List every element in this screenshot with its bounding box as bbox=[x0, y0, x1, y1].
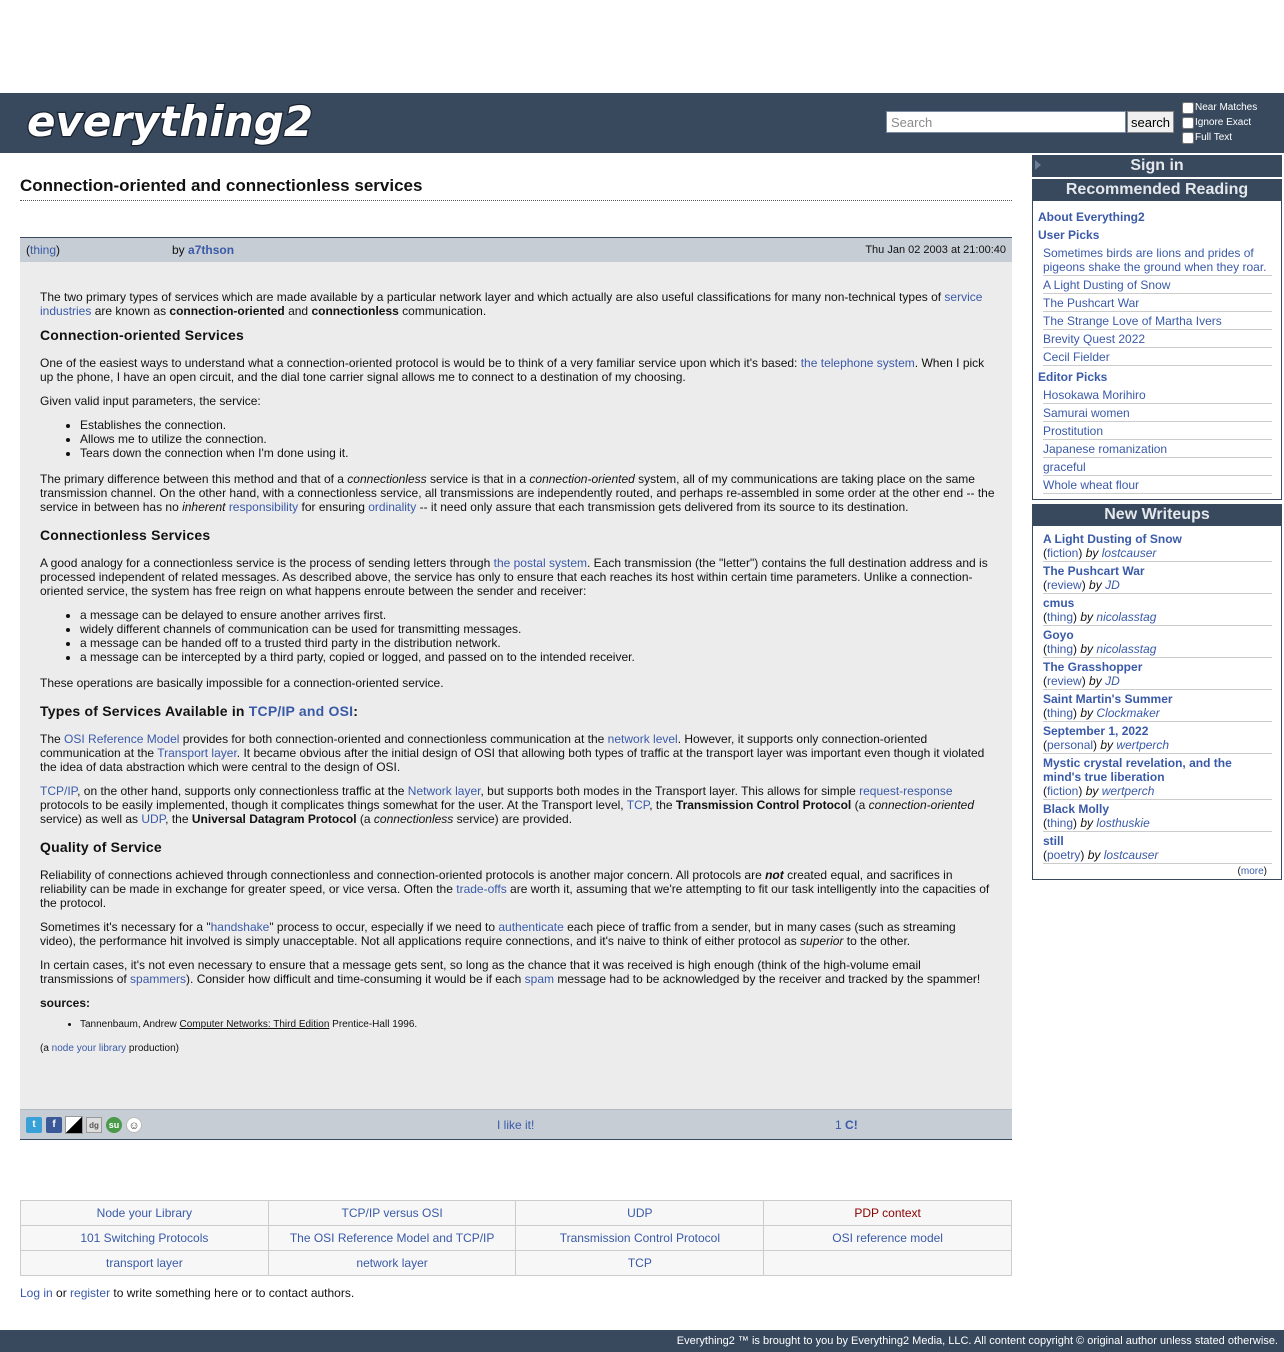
text: are known as bbox=[91, 304, 170, 318]
new-writeup-item bbox=[1043, 562, 1272, 594]
italic-text: inherent bbox=[182, 500, 226, 514]
italic-text: connectionless bbox=[347, 472, 427, 486]
new-writeup-item bbox=[1043, 800, 1272, 832]
login-prompt bbox=[20, 1286, 354, 1300]
text: Sometimes it's necessary for a " bbox=[40, 920, 211, 934]
bold-text: connection-oriented bbox=[169, 304, 285, 318]
user-pick-link[interactable]: Sometimes birds are lions and prides of pigeons shake the ground when they roar. bbox=[1043, 246, 1267, 274]
paragraph bbox=[40, 290, 995, 318]
softlinks-table bbox=[20, 1200, 1012, 1276]
editor-picks-list bbox=[1033, 386, 1281, 494]
link[interactable]: trade-offs bbox=[456, 882, 507, 896]
new-writeup-title-link[interactable]: Saint Martin's Summer bbox=[1043, 692, 1173, 706]
list-item bbox=[1043, 458, 1272, 476]
register-link[interactable]: register bbox=[70, 1286, 111, 1300]
text: (a bbox=[356, 812, 374, 826]
softlink-cell-empty bbox=[764, 1251, 1012, 1276]
editor-pick-link[interactable]: Prostitution bbox=[1043, 424, 1104, 438]
text: Types of Services Available in bbox=[40, 703, 249, 719]
new-writeup-author-link[interactable]: nicolasstag bbox=[1096, 610, 1157, 624]
link[interactable]: request-response bbox=[859, 784, 953, 798]
bullet-list bbox=[40, 418, 995, 460]
link[interactable]: the telephone system bbox=[800, 356, 915, 370]
link[interactable]: Network layer bbox=[407, 784, 481, 798]
text: (a bbox=[40, 1043, 52, 1054]
bold-text: connectionless bbox=[311, 304, 399, 318]
user-pick-link[interactable]: Brevity Quest 2022 bbox=[1043, 332, 1146, 346]
new-writeup-item bbox=[1043, 530, 1272, 562]
writeup-author bbox=[172, 243, 234, 257]
new-writeups-body bbox=[1032, 526, 1282, 880]
new-writeup-meta: (personal) by wertperch bbox=[1043, 738, 1170, 752]
text: or bbox=[52, 1286, 71, 1300]
new-writeup-item bbox=[1043, 690, 1272, 722]
paragraph bbox=[40, 732, 995, 774]
footer: Everything2 ™ is brought to you by Everything2 Media, LLC. All content copyright © original author unless stated otherwise. bbox=[0, 1330, 1284, 1352]
text: to the other. bbox=[843, 934, 911, 948]
text: are worth it, assuming that we're attempting to fit our task intelligently into the capacities of the protocol. bbox=[40, 882, 990, 910]
list-item bbox=[1043, 404, 1272, 422]
new-writeup-meta: (poetry) by lostcauser bbox=[1043, 848, 1159, 862]
link[interactable]: spammers bbox=[130, 972, 187, 986]
text: -- it need only assure that each transmission gets delivered from its source to its destination. bbox=[416, 500, 909, 514]
link[interactable]: TCP/IP bbox=[40, 784, 78, 798]
link[interactable]: UDP bbox=[141, 812, 166, 826]
new-writeup-type-link[interactable]: thing bbox=[1047, 706, 1074, 720]
link[interactable]: network level bbox=[607, 732, 678, 746]
new-writeup-title-link[interactable]: September 1, 2022 bbox=[1043, 724, 1149, 738]
section-heading: Connectionless Services bbox=[40, 527, 211, 543]
bold-italic-text: not bbox=[765, 868, 784, 882]
softlink[interactable]: The OSI Reference Model and TCP/IP bbox=[289, 1231, 495, 1245]
text: One of the easiest ways to understand what a connection-oriented protocol is would be to think of a very familiar service upon which it's based: bbox=[40, 356, 801, 370]
text: , the bbox=[165, 812, 192, 826]
text: created equal, and sacrifices in reliability can be made in exchange for greater speed, or vice versa. Often the bbox=[40, 868, 953, 896]
writeup-footer bbox=[20, 1109, 1012, 1139]
cool-count[interactable] bbox=[835, 1118, 858, 1132]
text: , but supports both modes in the Transport layer. This allows for simple bbox=[480, 784, 860, 798]
editor-pick-link[interactable]: Whole wheat flour bbox=[1043, 478, 1140, 492]
list-item bbox=[1043, 440, 1272, 458]
recommended-reading-header: Recommended Reading bbox=[1032, 179, 1282, 201]
reddit-icon[interactable]: ☺ bbox=[126, 1117, 142, 1133]
user-pick-link[interactable]: Cecil Fielder bbox=[1043, 350, 1110, 364]
text: message had to be acknowledged by the receiver and tracked by the spammer! bbox=[554, 972, 981, 986]
user-picks-label[interactable]: User Picks bbox=[1038, 228, 1100, 242]
text: to write something here or to contact authors. bbox=[110, 1286, 355, 1300]
new-writeup-type-link[interactable]: thing bbox=[1047, 816, 1074, 830]
search-input[interactable] bbox=[886, 111, 1126, 133]
new-writeup-type-link[interactable]: thing bbox=[1047, 642, 1074, 656]
writeup-date: Thu Jan 02 2003 at 21:00:40 bbox=[865, 244, 1006, 256]
new-writeup-meta: (review) by JD bbox=[1043, 578, 1120, 592]
link[interactable]: handshake bbox=[210, 920, 270, 934]
softlink-cell bbox=[268, 1251, 516, 1276]
section-heading: Quality of Service bbox=[40, 839, 162, 855]
new-writeup-title-link[interactable]: The Grasshopper bbox=[1043, 660, 1143, 674]
softlink[interactable]: UDP bbox=[627, 1206, 653, 1220]
list-item bbox=[1043, 422, 1272, 440]
recommended-reading-body bbox=[1032, 201, 1282, 500]
by-label: by bbox=[1080, 816, 1094, 830]
italic-text: connection-oriented bbox=[529, 472, 635, 486]
writeup-type-link[interactable]: thing bbox=[30, 243, 57, 257]
text: Reliability of connections achieved through connectionless and connection-oriented protocols is another major concern. All protocols are bbox=[40, 868, 766, 882]
list-item: • Establishes the connection. bbox=[80, 418, 995, 432]
list-item bbox=[1043, 348, 1272, 366]
by-label: by bbox=[1089, 578, 1102, 592]
new-writeup-meta: (thing) by nicolasstag bbox=[1043, 610, 1157, 624]
signin-title: Sign in bbox=[1130, 157, 1184, 174]
new-writeup-author-link[interactable]: JD bbox=[1105, 674, 1120, 688]
text: " process to occur, especially if we need to bbox=[269, 920, 499, 934]
delicious-icon[interactable] bbox=[66, 1117, 82, 1133]
more-link[interactable]: more bbox=[1240, 866, 1264, 877]
softlink-cell bbox=[21, 1201, 269, 1226]
writeup-body bbox=[40, 290, 995, 1066]
by-label: by bbox=[1080, 642, 1094, 656]
text: production) bbox=[126, 1043, 179, 1054]
text: The primary difference between this method and that of a bbox=[40, 472, 348, 486]
italic-text: connectionless bbox=[373, 812, 454, 826]
new-writeup-title-link[interactable]: cmus bbox=[1043, 596, 1075, 610]
cool-number: 1 bbox=[835, 1118, 842, 1132]
editor-pick-link[interactable]: graceful bbox=[1043, 460, 1086, 474]
link[interactable]: node your library bbox=[51, 1043, 127, 1054]
new-writeup-type-link[interactable]: fiction bbox=[1047, 784, 1079, 798]
softlink-cell bbox=[516, 1251, 764, 1276]
softlink[interactable]: 101 Switching Protocols bbox=[80, 1231, 209, 1245]
expand-triangle-icon bbox=[1035, 160, 1041, 170]
by-label: by bbox=[172, 243, 185, 257]
text: The bbox=[40, 732, 65, 746]
recommended-reading-nodelet bbox=[1032, 179, 1282, 500]
list-item: • a message can be handed off to a trusted third party in the distribution network. bbox=[80, 636, 995, 650]
writeup-header bbox=[20, 238, 1012, 262]
new-writeup-author-link[interactable]: Clockmaker bbox=[1096, 706, 1160, 720]
new-writeup-author-link[interactable]: wertperch bbox=[1101, 784, 1155, 798]
user-pick-link[interactable]: The Strange Love of Martha Ivers bbox=[1043, 314, 1222, 328]
underlined-text: Computer Networks: Third Edition bbox=[179, 1019, 330, 1030]
softlink[interactable]: OSI reference model bbox=[832, 1231, 943, 1245]
source-item bbox=[80, 1018, 995, 1032]
softlink-cell bbox=[21, 1226, 269, 1251]
softlink-cell bbox=[21, 1251, 269, 1276]
list-item bbox=[1043, 312, 1272, 330]
list-item bbox=[1043, 244, 1272, 276]
by-label: by bbox=[1087, 848, 1101, 862]
user-pick-link[interactable]: A Light Dusting of Snow bbox=[1043, 278, 1171, 292]
link[interactable]: TCP bbox=[626, 798, 650, 812]
list-item bbox=[1043, 294, 1272, 312]
near-matches-checkbox[interactable] bbox=[1182, 102, 1194, 114]
new-writeup-meta: (review) by JD bbox=[1043, 674, 1120, 688]
list-item: • Allows me to utilize the connection. bbox=[80, 432, 995, 446]
twitter-icon[interactable]: t bbox=[26, 1117, 42, 1133]
new-writeup-item bbox=[1043, 754, 1272, 800]
about-link[interactable]: About Everything2 bbox=[1038, 210, 1145, 224]
production-note bbox=[40, 1042, 995, 1056]
link[interactable]: authenticate bbox=[498, 920, 564, 934]
softlink[interactable]: Transmission Control Protocol bbox=[559, 1231, 720, 1245]
text: , the bbox=[649, 798, 676, 812]
list-item bbox=[1043, 330, 1272, 348]
new-writeup-title-link[interactable]: Mystic crystal revelation, and the mind's true liberation bbox=[1043, 756, 1232, 784]
new-writeup-item bbox=[1043, 626, 1272, 658]
new-writeups-nodelet bbox=[1032, 504, 1282, 880]
new-writeup-title-link[interactable]: Goyo bbox=[1043, 628, 1074, 642]
new-writeup-type-link[interactable]: review bbox=[1047, 578, 1082, 592]
new-writeup-title-link[interactable]: The Pushcart War bbox=[1043, 564, 1145, 578]
text: ). Consider how difficult and time-consuming it would be if each bbox=[186, 972, 525, 986]
ignore-exact-label: Ignore Exact bbox=[1195, 117, 1252, 128]
softlink-cell bbox=[516, 1201, 764, 1226]
text: Prentice-Hall 1996. bbox=[329, 1019, 418, 1030]
logo-text: everything2 bbox=[26, 98, 314, 146]
new-writeup-type-link[interactable]: poetry bbox=[1047, 848, 1081, 862]
text: provides for both connection-oriented and connectionless communication at the bbox=[179, 732, 608, 746]
list-item: • a message can be intercepted by a third party, copied or logged, and passed on to the intended receiver. bbox=[80, 650, 995, 664]
new-writeup-author-link[interactable]: lostcauser bbox=[1101, 546, 1157, 560]
i-like-it-link[interactable]: I like it! bbox=[497, 1118, 535, 1132]
writeup-type: (thing) bbox=[26, 243, 61, 257]
by-label: by bbox=[1100, 738, 1114, 752]
softlink-unfilled[interactable]: PDP context bbox=[854, 1206, 921, 1220]
softlink[interactable]: Node your Library bbox=[96, 1206, 193, 1220]
text: . When I pick up the phone, I have an open circuit, and the dial tone carrier signal allows me to connect to a destination of my choosing. bbox=[40, 356, 985, 384]
new-writeup-title-link[interactable]: still bbox=[1043, 834, 1064, 848]
text: . Each transmission (the "letter") contains the full destination address and is processed independent of related messages. As described above, the service has only to ensure that each reaches its host within certain time parameters. Unlike a connection-oriented service, the system has free reign on what happens enroute between the sender and receiver: bbox=[40, 556, 988, 598]
new-writeup-author-link[interactable]: JD bbox=[1105, 578, 1120, 592]
bold-text: sources: bbox=[40, 996, 91, 1010]
bold-text: Universal Datagram Protocol bbox=[191, 812, 357, 826]
italic-text: superior bbox=[800, 934, 844, 948]
text: protocols to be easily implemented, though it complicates things somewhat for the user. At the Transport level, bbox=[40, 798, 627, 812]
softlink[interactable]: TCP bbox=[627, 1256, 652, 1270]
softlinks-row bbox=[21, 1251, 1012, 1276]
text: service is that in a bbox=[426, 472, 530, 486]
softlink[interactable]: network layer bbox=[356, 1256, 428, 1270]
writeup bbox=[20, 237, 1012, 1140]
text: . However, it supports only connection-oriented communication at the bbox=[40, 732, 928, 760]
new-writeup-meta: (fiction) by wertperch bbox=[1043, 784, 1155, 798]
softlink-cell bbox=[764, 1201, 1012, 1226]
bold-text: Transmission Control Protocol bbox=[675, 798, 852, 812]
link[interactable]: Transport layer bbox=[157, 746, 237, 760]
list-item bbox=[1043, 476, 1272, 494]
text: (a bbox=[851, 798, 869, 812]
softlinks-row bbox=[21, 1201, 1012, 1226]
link[interactable]: the postal system bbox=[493, 556, 587, 570]
facebook-icon[interactable]: f bbox=[46, 1117, 62, 1133]
new-writeup-meta: (thing) by Clockmaker bbox=[1043, 706, 1160, 720]
new-writeups-header: New Writeups bbox=[1032, 504, 1282, 526]
ignore-exact-checkbox[interactable] bbox=[1182, 117, 1194, 129]
link[interactable]: service industries bbox=[40, 290, 983, 318]
stumbleupon-icon[interactable]: su bbox=[106, 1117, 122, 1133]
page-title: Connection-oriented and connectionless services bbox=[20, 170, 1012, 201]
text: , on the other hand, supports only connectionless traffic at the bbox=[77, 784, 408, 798]
signin-nodelet[interactable] bbox=[1032, 155, 1282, 177]
by-label: by bbox=[1089, 674, 1102, 688]
new-writeup-type-link[interactable]: thing bbox=[1047, 610, 1074, 624]
paragraph bbox=[40, 868, 995, 910]
user-picks-list bbox=[1033, 244, 1281, 366]
user-pick-link[interactable]: The Pushcart War bbox=[1043, 296, 1140, 310]
text: service) are provided. bbox=[453, 812, 573, 826]
list-item bbox=[1043, 386, 1272, 404]
editor-pick-link[interactable]: Samurai women bbox=[1043, 406, 1130, 420]
new-writeup-item bbox=[1043, 594, 1272, 626]
italic-text: connection-oriented bbox=[868, 798, 975, 812]
sources-label bbox=[40, 996, 995, 1010]
near-matches-label: Near Matches bbox=[1195, 102, 1258, 113]
more-writeups: (more) bbox=[1237, 866, 1267, 877]
paragraph bbox=[40, 784, 995, 826]
paragraph bbox=[40, 556, 995, 598]
by-label: by bbox=[1080, 610, 1094, 624]
digg-icon[interactable]: dg bbox=[86, 1117, 102, 1133]
list-item: • Tears down the connection when I'm done using it. bbox=[80, 446, 995, 460]
softlink[interactable]: TCP/IP versus OSI bbox=[341, 1206, 443, 1220]
search-button[interactable]: search bbox=[1127, 111, 1174, 133]
softlink-cell bbox=[268, 1226, 516, 1251]
softlink-cell bbox=[516, 1226, 764, 1251]
new-writeup-meta: (thing) by losthuskie bbox=[1043, 816, 1150, 830]
editor-pick-link[interactable]: Japanese romanization bbox=[1043, 442, 1168, 456]
paragraph bbox=[40, 958, 995, 986]
link[interactable]: spam bbox=[524, 972, 555, 986]
new-writeup-meta: (thing) by nicolasstag bbox=[1043, 642, 1157, 656]
new-writeup-author-link[interactable]: nicolasstag bbox=[1096, 642, 1157, 656]
text: The two primary types of services which are made available by a particular network layer and which actually are also useful classifications for many non-technical types of bbox=[40, 290, 945, 304]
new-writeup-type-link[interactable]: personal bbox=[1047, 738, 1094, 752]
everything2-logo[interactable] bbox=[20, 98, 320, 150]
bullet-list bbox=[40, 608, 995, 664]
softlinks-row bbox=[21, 1226, 1012, 1251]
new-writeup-author-link[interactable]: wertperch bbox=[1116, 738, 1170, 752]
new-writeup-item bbox=[1043, 832, 1272, 864]
text: Tannenbaum, Andrew bbox=[80, 1019, 180, 1030]
by-label: by bbox=[1085, 784, 1099, 798]
new-writeup-meta: (fiction) by lostcauser bbox=[1043, 546, 1157, 560]
full-text-label: Full Text bbox=[1195, 132, 1233, 143]
softlink[interactable]: transport layer bbox=[106, 1256, 183, 1270]
new-writeup-title-link[interactable]: Black Molly bbox=[1043, 802, 1110, 816]
link[interactable]: TCP/IP and OSI bbox=[248, 703, 354, 719]
link[interactable]: OSI Reference Model bbox=[64, 732, 180, 746]
sources-list bbox=[40, 1018, 995, 1032]
text: system, all of my communications are taking place on the same transmission channel. On the other hand, with a connectionless service, all transmissions are independently routed, and perhaps re-assembled in some order at the other end -- the service in between has no bbox=[40, 472, 995, 514]
by-label: by bbox=[1085, 546, 1099, 560]
text: : bbox=[353, 703, 359, 719]
paragraph: Given valid input parameters, the service: bbox=[40, 394, 261, 408]
by-label: by bbox=[1080, 706, 1094, 720]
main-content bbox=[20, 170, 1012, 1132]
signin-header[interactable] bbox=[1032, 155, 1282, 177]
author-link[interactable]: a7thson bbox=[188, 243, 235, 257]
new-writeup-item bbox=[1043, 722, 1272, 754]
full-text-checkbox[interactable] bbox=[1182, 132, 1194, 144]
text: A good analogy for a connectionless service is the process of sending letters through bbox=[40, 556, 494, 570]
list-item bbox=[1043, 276, 1272, 294]
list-item: • a message can be delayed to ensure another arrives first. bbox=[80, 608, 995, 622]
editor-picks-label[interactable]: Editor Picks bbox=[1038, 370, 1108, 384]
text: communication. bbox=[398, 304, 487, 318]
new-writeup-type-link[interactable]: review bbox=[1047, 674, 1082, 688]
paragraph: These operations are basically impossible for a connection-oriented service. bbox=[40, 676, 444, 690]
text: and bbox=[284, 304, 312, 318]
paragraph bbox=[40, 920, 995, 948]
text: each piece of traffic from a sender, but in many cases (such as streaming video), the performance hit involved is simply unacceptable. Not all applications require connections, and it's naive to think of either protocol as bbox=[40, 920, 956, 948]
cool-label: C! bbox=[845, 1118, 858, 1132]
link[interactable]: ordinality bbox=[368, 500, 417, 514]
share-icons bbox=[26, 1117, 142, 1133]
list-item: • widely different channels of communication can be used for transmitting messages. bbox=[80, 622, 995, 636]
link[interactable]: responsibility bbox=[228, 500, 299, 514]
paragraph bbox=[40, 356, 995, 384]
new-writeup-author-link[interactable]: lostcauser bbox=[1103, 848, 1159, 862]
paragraph bbox=[40, 472, 995, 514]
text: service) as well as bbox=[40, 812, 142, 826]
section-heading: Connection-oriented Services bbox=[40, 327, 244, 343]
new-writeup-author-link[interactable]: losthuskie bbox=[1096, 816, 1150, 830]
new-writeup-item bbox=[1043, 658, 1272, 690]
new-writeup-title-link[interactable]: A Light Dusting of Snow bbox=[1043, 532, 1182, 546]
login-link[interactable]: Log in bbox=[20, 1286, 53, 1300]
softlink-cell bbox=[268, 1201, 516, 1226]
text: In certain cases, it's not even necessary to ensure that a message gets sent, so long as the chance that it was received is high enough (think of the high-volume email transmissions of bbox=[40, 958, 921, 986]
section-heading bbox=[40, 704, 995, 718]
search-options bbox=[1182, 100, 1257, 145]
editor-pick-link[interactable]: Hosokawa Morihiro bbox=[1043, 388, 1146, 402]
text: . It became obvious after the initial design of OSI that allowing both types of traffic at the transport layer was important even though it violated the idea of data abstraction which were central to the design of OSI. bbox=[40, 746, 985, 774]
new-writeup-type-link[interactable]: fiction bbox=[1047, 546, 1079, 560]
text: for ensuring bbox=[298, 500, 369, 514]
softlink-cell bbox=[764, 1226, 1012, 1251]
